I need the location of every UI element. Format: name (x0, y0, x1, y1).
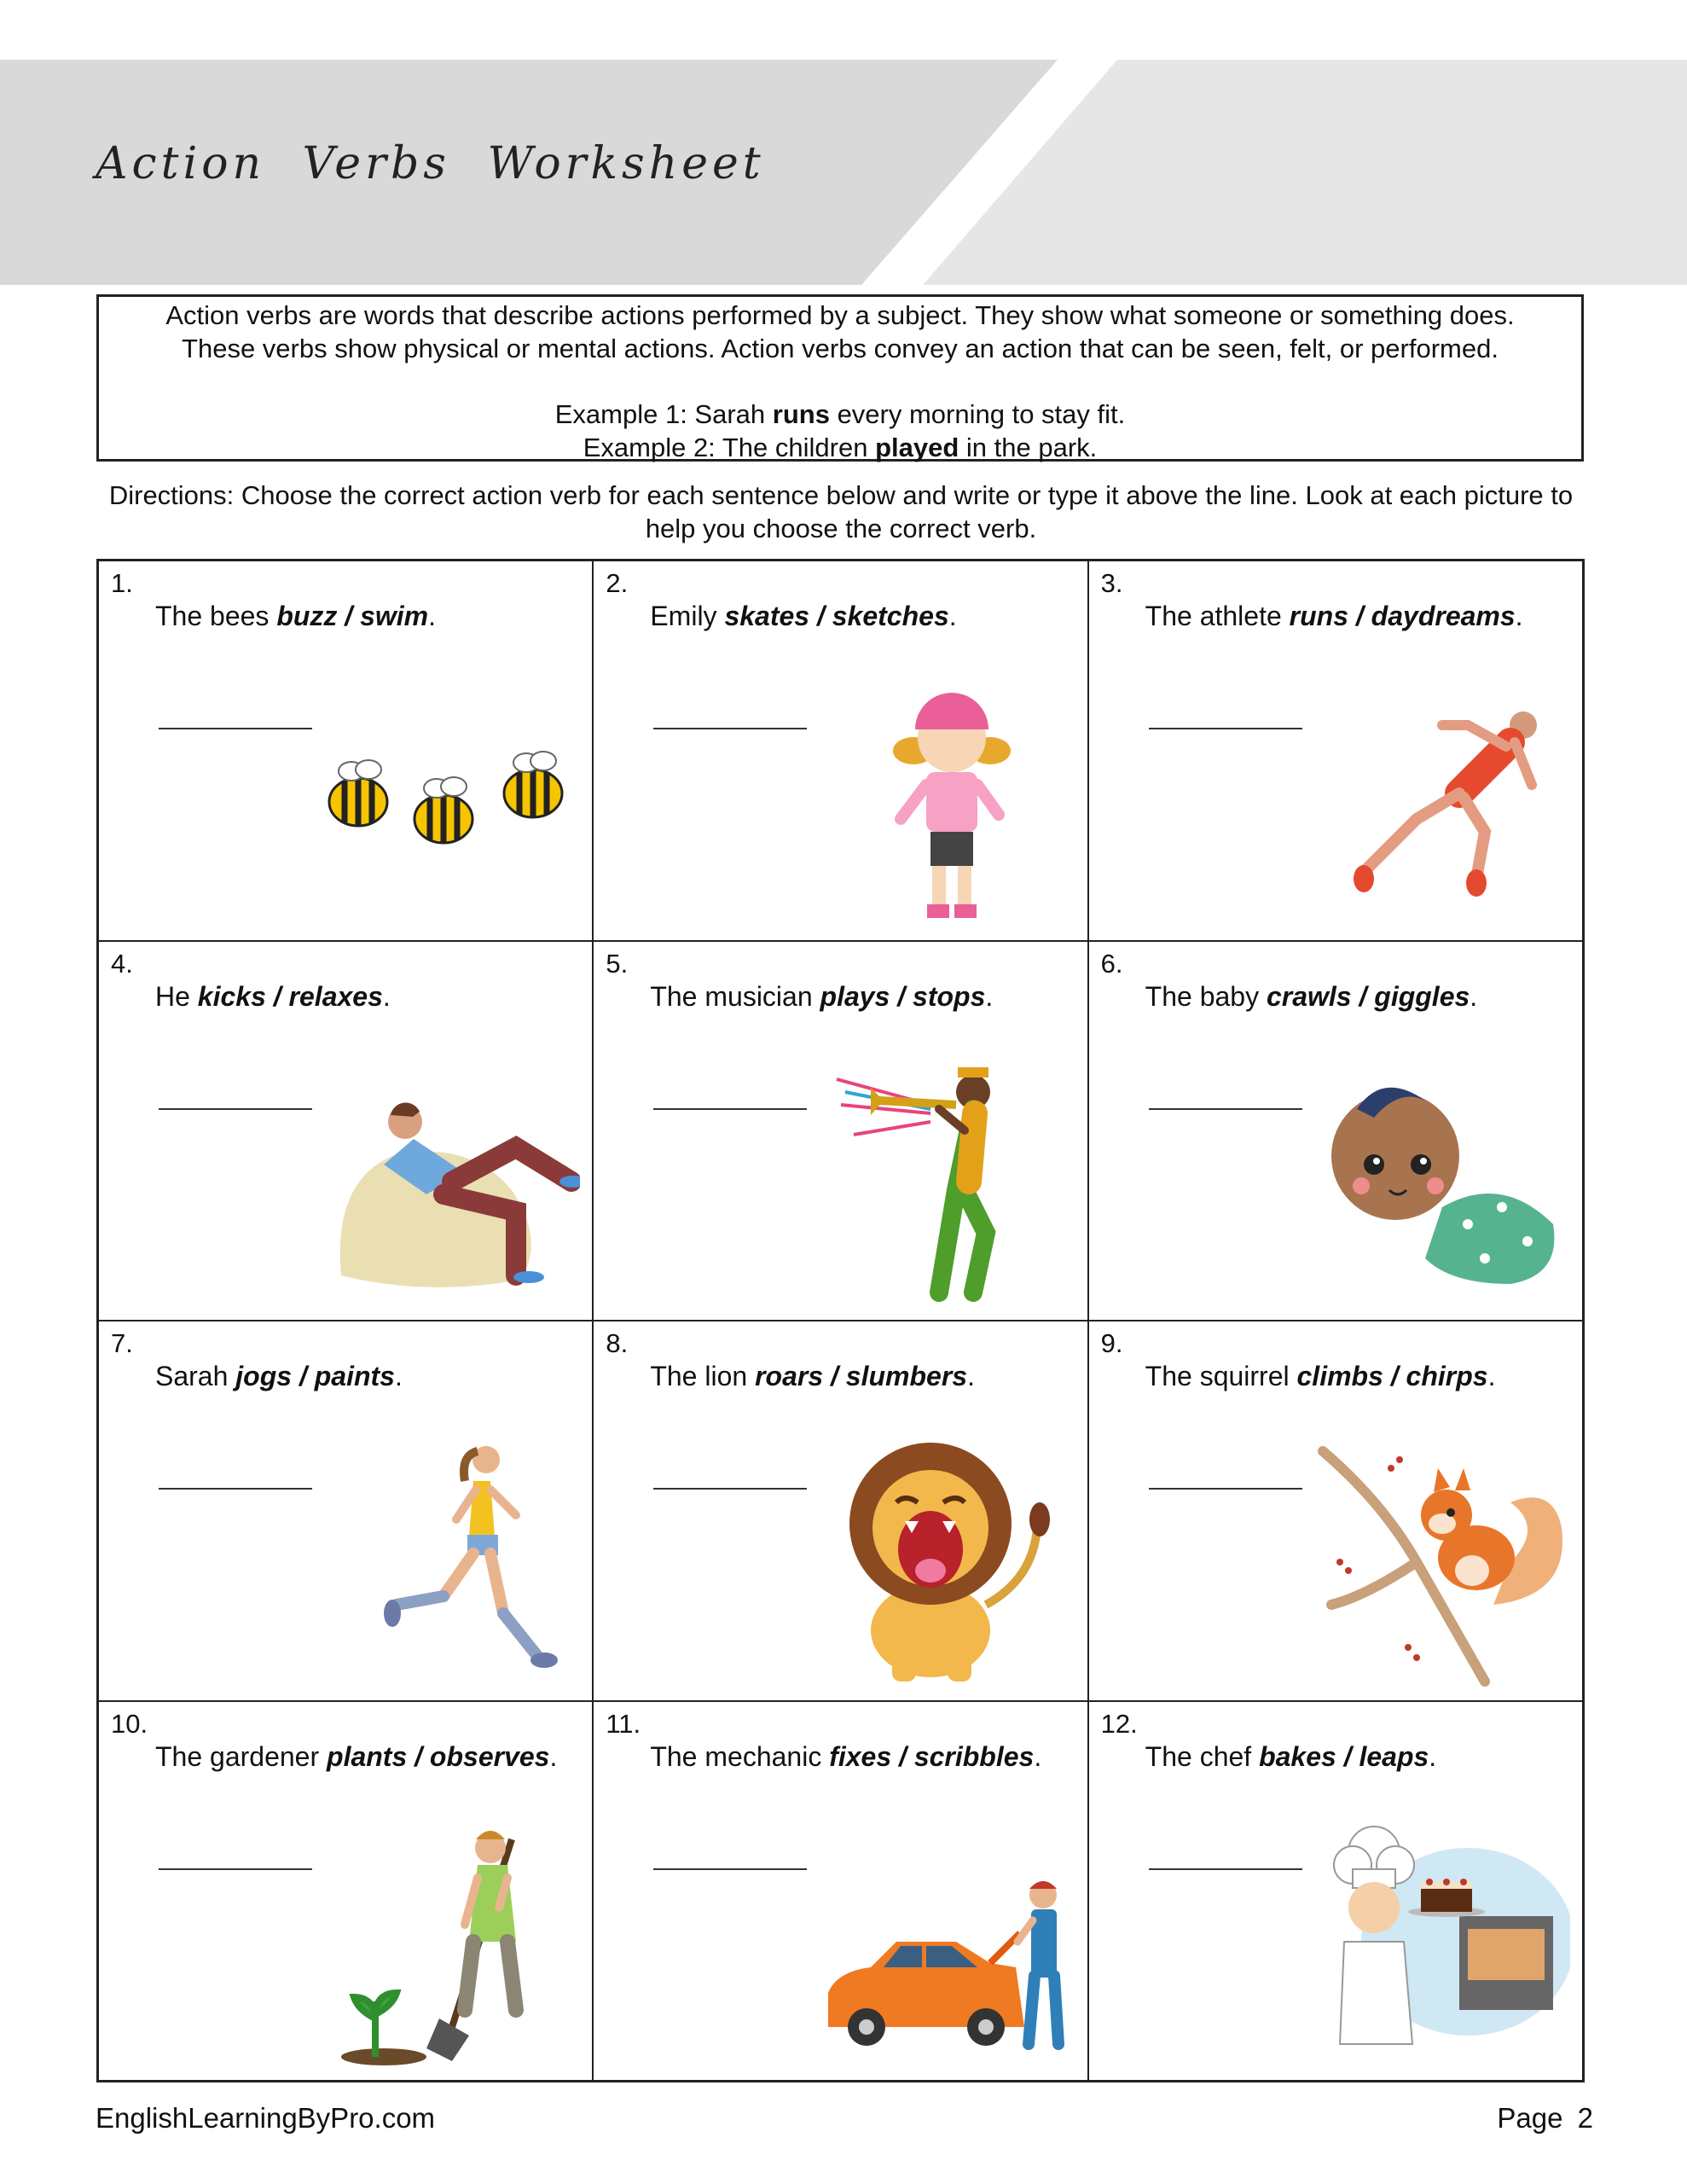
item-sentence: The squirrel climbs / chirps. (1145, 1361, 1496, 1391)
man-relaxing-beanbag-icon (324, 1054, 580, 1310)
exercise-cell (98, 941, 593, 1321)
verb-choices: climbs / chirps (1296, 1361, 1488, 1391)
example-2: Example 2: The children played in the park. (583, 433, 1098, 462)
item-number: 9. (1100, 1328, 1123, 1358)
answer-line[interactable] (1149, 728, 1302, 729)
exercise-cell (593, 941, 1087, 1321)
answer-line[interactable] (1149, 1108, 1302, 1110)
intro-box (96, 294, 1584, 462)
bees-icon (324, 674, 580, 930)
item-number: 12. (1100, 1708, 1138, 1739)
answer-line[interactable] (653, 728, 807, 729)
chef-cake-icon (1314, 1814, 1570, 2070)
answer-line[interactable] (653, 1868, 807, 1870)
example-1-verb: runs (772, 399, 830, 429)
footer-page-number: Page 2 (1497, 2102, 1593, 2134)
item-sentence: Sarah jogs / paints. (155, 1361, 403, 1391)
item-number: 7. (111, 1328, 133, 1358)
crawling-baby-icon (1314, 1054, 1570, 1310)
item-sentence: The musician plays / stops. (650, 980, 994, 1012)
verb-choices: buzz / swim (276, 601, 429, 631)
item-sentence: The baby crawls / giggles. (1145, 980, 1478, 1012)
item-sentence: The lion roars / slumbers. (650, 1361, 975, 1391)
exercise-cell (1088, 1701, 1583, 2082)
intro-line-2: These verbs show physical or mental actions. Action verbs convey an action that can be seen, felt, or performed. (182, 334, 1499, 363)
verb-choices: kicks / relaxes (197, 980, 383, 1012)
example-1: Example 1: Sarah runs every morning to stay fit. (554, 399, 1126, 429)
worksheet-title: Action Verbs Worksheet (96, 138, 765, 189)
item-sentence: The gardener plants / observes. (155, 1740, 558, 1772)
item-number: 5. (606, 948, 629, 979)
exercise-cell (593, 1701, 1087, 2082)
answer-line[interactable] (1149, 1868, 1302, 1870)
verb-choices: bakes / leaps (1259, 1740, 1429, 1772)
item-sentence: Emily skates / sketches. (650, 601, 957, 631)
answer-line[interactable] (1149, 1488, 1302, 1490)
answer-line[interactable] (159, 1488, 312, 1490)
verb-choices: crawls / giggles (1266, 980, 1470, 1012)
answer-line[interactable] (159, 1868, 312, 1870)
item-sentence: The bees buzz / swim. (155, 601, 436, 631)
verb-choices: skates / sketches (724, 601, 949, 631)
trumpet-player-icon (820, 1054, 1075, 1310)
gardener-shovel-icon (324, 1814, 580, 2070)
exercise-cell (98, 1321, 593, 1701)
exercise-cell (593, 1321, 1087, 1701)
item-number: 10. (111, 1708, 148, 1739)
exercise-cell (1088, 561, 1583, 941)
mechanic-car-icon (820, 1814, 1075, 2070)
verb-choices: jogs / paints (235, 1361, 395, 1391)
answer-line[interactable] (653, 1488, 807, 1490)
item-number: 1. (111, 568, 133, 598)
exercise-cell (593, 561, 1087, 941)
verb-choices: plants / observes (327, 1740, 550, 1772)
example-2-verb: played (875, 433, 959, 462)
item-number: 4. (111, 948, 133, 979)
intro-line-1: Action verbs are words that describe actions performed by a subject. They show what someone or something does. (165, 300, 1515, 330)
runner-icon (1314, 674, 1570, 930)
jogging-woman-icon (324, 1434, 580, 1690)
item-number: 6. (1100, 948, 1123, 979)
footer-site: EnglishLearningByPro.com (96, 2102, 436, 2134)
directions: Directions: Choose the correct action verb for each sentence below and write or type it above the line. Look at each picture to help you choose the correct verb. (108, 480, 1574, 543)
roaring-lion-icon (820, 1434, 1075, 1690)
item-number: 2. (606, 568, 629, 598)
item-sentence: He kicks / relaxes. (155, 980, 391, 1012)
squirrel-on-branch-icon (1314, 1434, 1570, 1690)
item-sentence: The athlete runs / daydreams. (1145, 601, 1523, 631)
item-sentence: The mechanic fixes / scribbles. (650, 1740, 1042, 1772)
skater-girl-icon (820, 674, 1075, 930)
exercise-cell (1088, 941, 1583, 1321)
item-number: 11. (606, 1708, 641, 1739)
item-sentence: The chef bakes / leaps. (1145, 1740, 1437, 1772)
verb-choices: roars / slumbers (755, 1361, 968, 1391)
answer-line[interactable] (159, 1108, 312, 1110)
exercise-grid (96, 559, 1585, 2082)
exercise-cell (1088, 1321, 1583, 1701)
verb-choices: fixes / scribbles (829, 1740, 1035, 1772)
verb-choices: runs / daydreams (1289, 601, 1516, 631)
verb-choices: plays / stops (820, 980, 986, 1012)
item-number: 3. (1100, 568, 1123, 598)
exercise-cell (98, 1701, 593, 2082)
answer-line[interactable] (159, 728, 312, 729)
item-number: 8. (606, 1328, 629, 1358)
exercise-cell (98, 561, 593, 941)
answer-line[interactable] (653, 1108, 807, 1110)
